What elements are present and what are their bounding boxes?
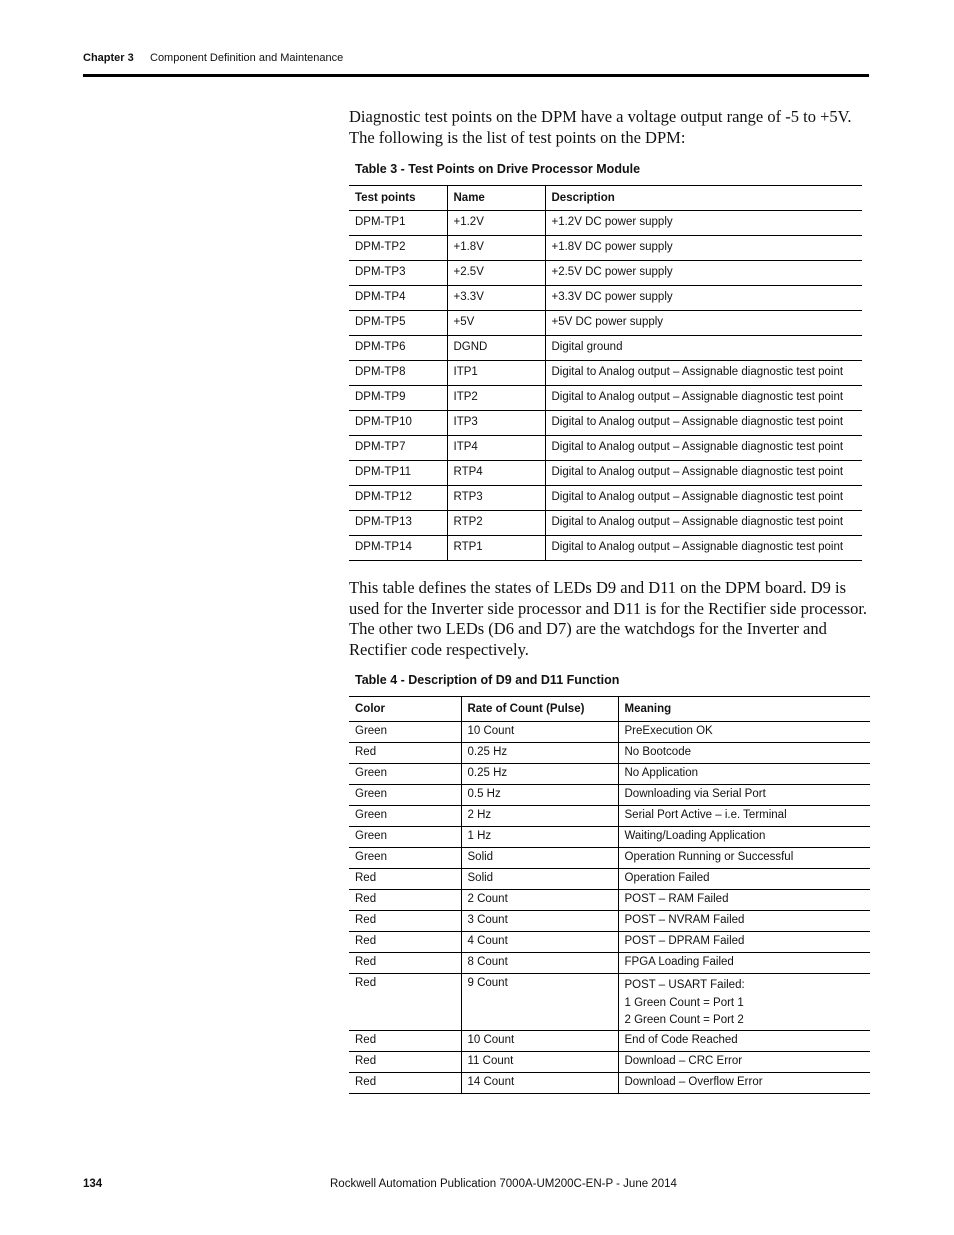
table-cell: Digital to Analog output – Assignable diagnostic test point	[545, 436, 862, 461]
table-cell: DPM-TP13	[349, 511, 447, 536]
table-row	[349, 1072, 870, 1093]
meaning-line: Download – CRC Error	[624, 1054, 743, 1067]
table4-header-cell: Color	[349, 697, 461, 722]
table-row	[349, 932, 870, 953]
table3-header-cell: Test points	[349, 186, 447, 211]
table-cell: 10 Count	[461, 722, 618, 743]
table-row	[349, 311, 862, 336]
table-cell: DPM-TP2	[349, 236, 447, 261]
meaning-cell	[618, 1030, 870, 1051]
table-row	[349, 236, 862, 261]
table-cell: Solid	[461, 848, 618, 869]
meaning-line: 1 Green Count = Port 1	[624, 996, 744, 1009]
meaning-cell	[618, 785, 870, 806]
meaning-line: Serial Port Active – i.e. Terminal	[624, 809, 787, 821]
meaning-cell	[618, 806, 870, 827]
meaning-line: POST – NVRAM Failed	[624, 914, 745, 926]
table-cell: 11 Count	[461, 1051, 618, 1072]
table-cell: +3.3V DC power supply	[545, 286, 862, 311]
table-cell: Digital to Analog output – Assignable diagnostic test point	[545, 386, 862, 411]
table-cell: 10 Count	[461, 1030, 618, 1051]
table-row	[349, 806, 870, 827]
meaning-cell	[618, 1051, 870, 1072]
page-header	[83, 52, 343, 64]
chapter-title: Component Definition and Maintenance	[150, 52, 344, 64]
table-cell: Digital to Analog output – Assignable diagnostic test point	[545, 486, 862, 511]
meaning-line: No Application	[624, 767, 699, 779]
table-cell: Digital to Analog output – Assignable diagnostic test point	[545, 361, 862, 386]
table-cell: Red	[349, 911, 461, 932]
meaning-cell	[618, 890, 870, 911]
table-cell: Red	[349, 1072, 461, 1093]
led-paragraph: This table defines the states of LEDs D9 and D11 on the DPM board. D9 is used for the Inverter side processor and D11 is for the Rectifier side processor. The other two LEDs (D6 and D7) are the watchdogs for the Inverter and Rectifier code respectively.	[349, 578, 868, 659]
meaning-line: POST – RAM Failed	[624, 893, 729, 905]
table-cell: Green	[349, 722, 461, 743]
table-cell: +1.2V	[447, 211, 545, 236]
table-cell: Digital ground	[545, 336, 862, 361]
table-row	[349, 722, 870, 743]
table-cell: ITP1	[447, 361, 545, 386]
meaning-line: No Bootcode	[624, 746, 691, 758]
table-cell: DPM-TP9	[349, 386, 447, 411]
table-row	[349, 911, 870, 932]
table-row	[349, 411, 862, 436]
table-row	[349, 848, 870, 869]
table-row	[349, 785, 870, 806]
page-number: 134	[83, 1178, 103, 1190]
table-cell: Red	[349, 890, 461, 911]
table3-header-cell: Name	[447, 186, 545, 211]
table-cell: Digital to Analog output – Assignable diagnostic test point	[545, 461, 862, 486]
publication-info: Rockwell Automation Publication 7000A-UM200C-EN-P - June 2014	[330, 1178, 677, 1190]
table-cell: 8 Count	[461, 953, 618, 974]
table-cell: Red	[349, 932, 461, 953]
table-cell: DPM-TP1	[349, 211, 447, 236]
table3-header-cell: Description	[545, 186, 862, 211]
meaning-cell	[618, 1072, 870, 1093]
meaning-line: 2 Green Count = Port 2	[624, 1014, 744, 1026]
table-cell: DPM-TP8	[349, 361, 447, 386]
meaning-line: POST – USART Failed:	[624, 979, 745, 991]
table-cell: +2.5V DC power supply	[545, 261, 862, 286]
table-row	[349, 361, 862, 386]
meaning-line: Operation Failed	[624, 872, 710, 884]
chapter-label: Chapter 3	[83, 52, 134, 64]
table-cell: DPM-TP5	[349, 311, 447, 336]
table-cell: 2 Count	[461, 890, 618, 911]
table-cell: Red	[349, 1030, 461, 1051]
table-cell: Green	[349, 764, 461, 785]
table-row	[349, 1051, 870, 1072]
table-row	[349, 953, 870, 974]
table-cell: Green	[349, 806, 461, 827]
meaning-line: End of Code Reached	[624, 1033, 738, 1046]
meaning-cell	[618, 932, 870, 953]
table-cell: +5V	[447, 311, 545, 336]
table-cell: +5V DC power supply	[545, 311, 862, 336]
table-cell: DPM-TP14	[349, 536, 447, 561]
table-cell: DPM-TP11	[349, 461, 447, 486]
table4-header-cell: Meaning	[618, 697, 870, 722]
table-cell: Red	[349, 1051, 461, 1072]
table-cell: RTP4	[447, 461, 545, 486]
table-cell: 9 Count	[461, 974, 618, 1031]
table-row	[349, 261, 862, 286]
table-cell: Red	[349, 743, 461, 764]
meaning-line: Download – Overflow Error	[624, 1075, 763, 1088]
meaning-cell	[618, 764, 870, 785]
table-row	[349, 536, 862, 561]
meaning-line: FPGA Loading Failed	[624, 956, 734, 968]
table-cell: Green	[349, 785, 461, 806]
table-cell: ITP2	[447, 386, 545, 411]
meaning-cell	[618, 953, 870, 974]
table-cell: Green	[349, 827, 461, 848]
intro-paragraph: Diagnostic test points on the DPM have a voltage output range of -5 to +5V. The following is the list of test points on the DPM:	[349, 107, 852, 147]
table-cell: Solid	[461, 869, 618, 890]
meaning-cell	[618, 827, 870, 848]
meaning-cell	[618, 722, 870, 743]
table-row	[349, 511, 862, 536]
table-cell: DPM-TP12	[349, 486, 447, 511]
led-function-table	[349, 696, 870, 1094]
table-cell: Digital to Analog output – Assignable diagnostic test point	[545, 411, 862, 436]
meaning-line: Downloading via Serial Port	[624, 788, 766, 800]
meaning-cell	[618, 974, 870, 1031]
table-row	[349, 890, 870, 911]
table-cell: Green	[349, 848, 461, 869]
table-row	[349, 974, 870, 1031]
table-cell: 1 Hz	[461, 827, 618, 848]
test-points-table	[349, 185, 862, 561]
meaning-line: PreExecution OK	[624, 725, 713, 737]
meaning-cell	[618, 848, 870, 869]
table-row	[349, 827, 870, 848]
table-cell: 0.5 Hz	[461, 785, 618, 806]
table-cell: ITP3	[447, 411, 545, 436]
table-cell: RTP1	[447, 536, 545, 561]
table-row	[349, 286, 862, 311]
table-cell: +1.2V DC power supply	[545, 211, 862, 236]
table4-header-cell: Rate of Count (Pulse)	[461, 697, 618, 722]
table-cell: Digital to Analog output – Assignable diagnostic test point	[545, 536, 862, 561]
table-cell: Red	[349, 869, 461, 890]
table-row	[349, 211, 862, 236]
table-row	[349, 486, 862, 511]
table-cell: DGND	[447, 336, 545, 361]
table-cell: DPM-TP10	[349, 411, 447, 436]
table-cell: Red	[349, 953, 461, 974]
table-row	[349, 1030, 870, 1051]
table-cell: Red	[349, 974, 461, 1031]
meaning-cell	[618, 911, 870, 932]
table-cell: RTP3	[447, 486, 545, 511]
meaning-line: Waiting/Loading Application	[624, 830, 766, 842]
table-cell: DPM-TP4	[349, 286, 447, 311]
table-cell: 4 Count	[461, 932, 618, 953]
table-cell: +2.5V	[447, 261, 545, 286]
table-cell: 0.25 Hz	[461, 743, 618, 764]
table-cell: DPM-TP3	[349, 261, 447, 286]
header-rule	[83, 74, 869, 77]
table-cell: +3.3V	[447, 286, 545, 311]
table-cell: 14 Count	[461, 1072, 618, 1093]
meaning-line: POST – DPRAM Failed	[624, 935, 745, 947]
table-cell: 2 Hz	[461, 806, 618, 827]
table-row	[349, 336, 862, 361]
table-cell: DPM-TP7	[349, 436, 447, 461]
table-row	[349, 436, 862, 461]
table-cell: Digital to Analog output – Assignable diagnostic test point	[545, 511, 862, 536]
table-row	[349, 764, 870, 785]
table-row	[349, 461, 862, 486]
table-cell: DPM-TP6	[349, 336, 447, 361]
table-row	[349, 743, 870, 764]
table-cell: +1.8V DC power supply	[545, 236, 862, 261]
table-row	[349, 386, 862, 411]
meaning-cell	[618, 743, 870, 764]
table-cell: +1.8V	[447, 236, 545, 261]
table-cell: 0.25 Hz	[461, 764, 618, 785]
table-cell: 3 Count	[461, 911, 618, 932]
table-row	[349, 869, 870, 890]
meaning-line: Operation Running or Successful	[624, 851, 794, 863]
table-cell: ITP4	[447, 436, 545, 461]
table3-caption: Table 3 - Test Points on Drive Processor Module	[355, 162, 641, 176]
meaning-cell	[618, 869, 870, 890]
table-cell: RTP2	[447, 511, 545, 536]
table4-caption: Table 4 - Description of D9 and D11 Function	[355, 673, 620, 687]
